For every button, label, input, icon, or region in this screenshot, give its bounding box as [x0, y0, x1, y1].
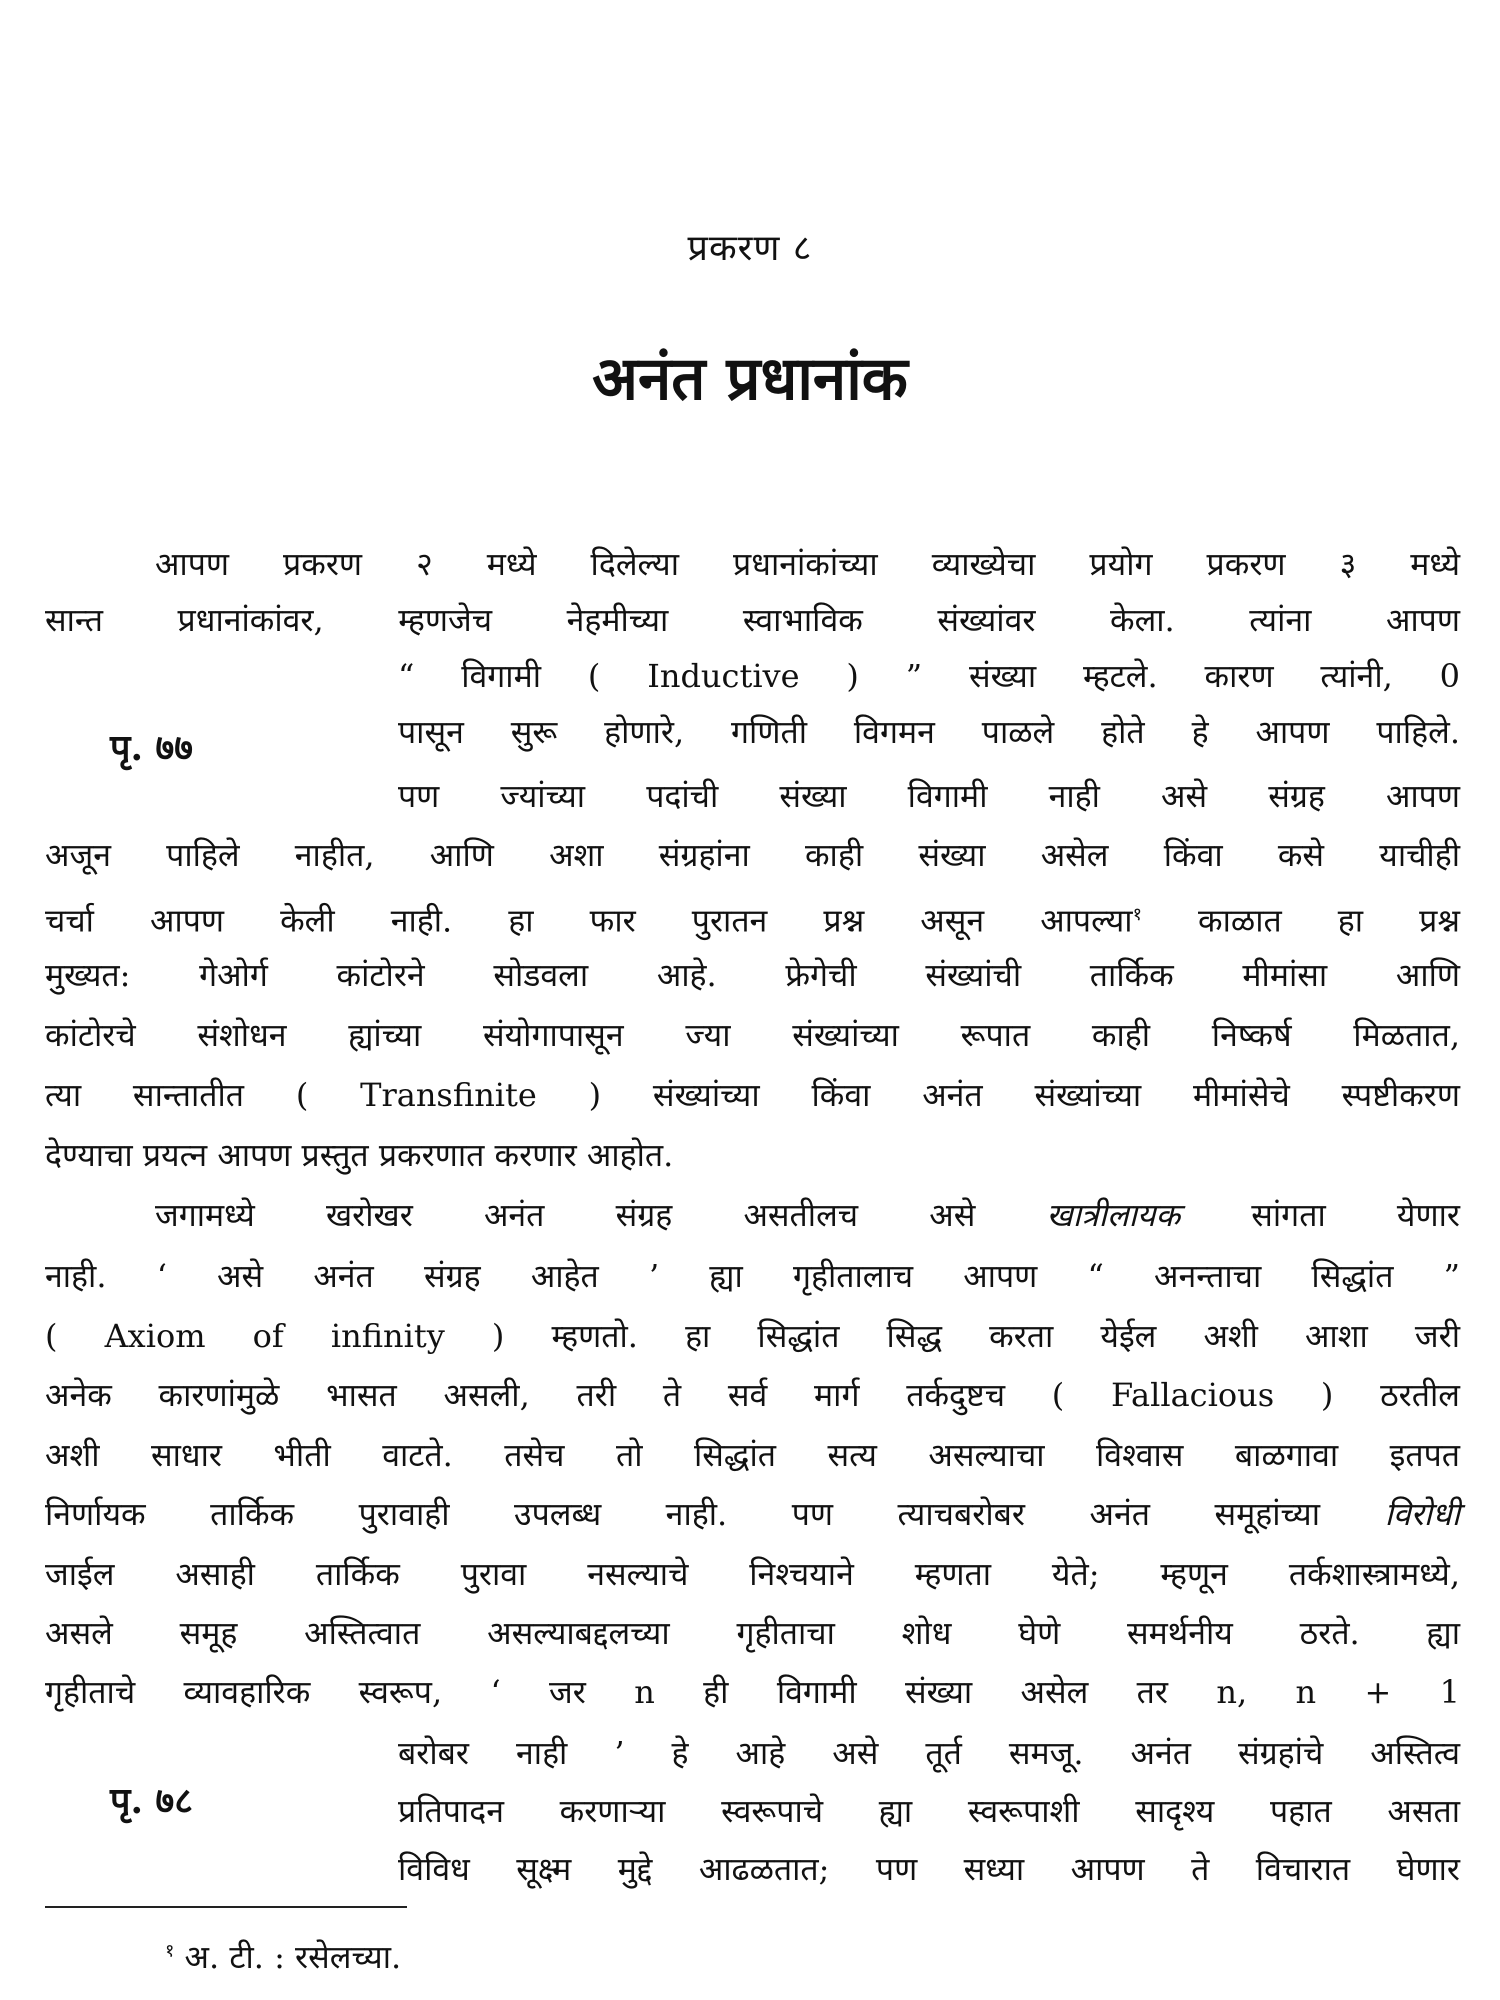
margin-note-page-77: पृ. ७७: [110, 727, 193, 769]
text-line: बरोबर नाही ’ हे आहे असे तूर्त समजू. अनंत संग्रहांचे अस्तित्व: [398, 1734, 1460, 1772]
text-line: पण ज्यांच्या पदांची संख्या विगामी नाही असे संग्रह आपण: [398, 777, 1460, 815]
text-line: अजून पाहिले नाहीत, आणि अशा संग्रहांना काही संख्या असेल किंवा कसे याचीही: [45, 836, 1460, 874]
text-line: गृहीताचे व्यावहारिक स्वरूप, ‘ जर n ही विगामी संख्या असेल तर n, n + 1: [45, 1673, 1460, 1711]
footnote-text: अ. टी. : रसेलच्या.: [174, 1938, 402, 1976]
text-line: “ विगामी ( Inductive ) ” संख्या म्हटले. कारण त्यांनी, 0: [398, 657, 1460, 695]
text-line: [45, 895, 1460, 941]
text-segment: जगामध्ये खरोखर अनंत संग्रह असतीलच असे: [155, 1196, 1047, 1234]
text-segment: काळात हा प्रश्न: [1141, 901, 1460, 940]
text-line: देण्याचा प्रयत्न आपण प्रस्तुत प्रकरणात करणार आहोत.: [45, 1136, 674, 1174]
chapter-title: अनंत प्रधानांक: [592, 344, 908, 414]
footnote-marker: १: [1132, 904, 1142, 925]
text-segment: चर्चा आपण केली नाही. हा फार पुरातन प्रश्न असून आपल्या: [45, 901, 1133, 940]
text-line: पासून सुरू होणारे, गणिती विगमन पाळले होते हे आपण पाहिले.: [398, 713, 1460, 751]
text-line: आपण प्रकरण २ मध्ये दिलेल्या प्रधानांकांच्या व्याख्येचा प्रयोग प्रकरण ३ मध्ये: [155, 545, 1460, 583]
margin-note-page-78: पृ. ७८: [110, 1780, 193, 1822]
footnote: [165, 1935, 401, 1978]
text-segment: निर्णायक तार्किक पुरावाही उपलब्ध नाही. पण त्याचबरोबर अनंत समूहांच्या: [45, 1495, 1385, 1533]
text-line: प्रतिपादन करणाऱ्या स्वरूपाचे ह्या स्वरूपाशी सादृश्य पहात असता: [398, 1792, 1460, 1830]
text-line: विविध सूक्ष्म मुद्दे आढळतात; पण सध्या आपण ते विचारात घेणार: [398, 1850, 1460, 1888]
text-line: सान्त प्रधानांकांवर, म्हणजेच नेहमीच्या स्वाभाविक संख्यांवर केला. त्यांना आपण: [45, 601, 1460, 639]
text-segment-italic: विरोधी: [1384, 1495, 1460, 1533]
text-segment: सांगता येणार: [1180, 1196, 1460, 1234]
footnote-marker: १: [165, 1940, 175, 1962]
text-line: मुख्यत: गेओर्ग कांटोरने सोडवला आहे. फ्रेगेची संख्यांची तार्किक मीमांसा आणि: [45, 956, 1460, 994]
text-line: नाही. ‘ असे अनंत संग्रह आहेत ’ ह्या गृहीतालाच आपण “ अनन्ताचा सिद्धांत ”: [45, 1257, 1460, 1295]
text-line: अशी साधार भीती वाटते. तसेच तो सिद्धांत सत्य असल्याचा विश्वास बाळगावा इतपत: [45, 1436, 1460, 1474]
text-line: कांटोरचे संशोधन ह्यांच्या संयोगापासून ज्या संख्यांच्या रूपात काही निष्कर्ष मिळतात,: [45, 1016, 1460, 1054]
text-line: ( Axiom of infinity ) म्हणतो. हा सिद्धांत सिद्ध करता येईल अशी आशा जरी: [45, 1317, 1460, 1355]
text-line: त्या सान्तातीत ( Transfinite ) संख्यांच्या किंवा अनंत संख्यांच्या मीमांसेचे स्पष्टीकरण: [45, 1076, 1460, 1114]
text-line: जाईल असाही तार्किक पुरावा नसल्याचे निश्चयाने म्हणता येते; म्हणून तर्कशास्त्रामध्ये,: [45, 1555, 1460, 1593]
chapter-label: प्रकरण ८: [687, 228, 813, 269]
text-line: अनेक कारणांमुळे भासत असली, तरी ते सर्व मार्ग तर्कदुष्टच ( Fallacious ) ठरतील: [45, 1376, 1460, 1414]
text-line: [45, 1494, 1460, 1534]
text-line: असले समूह अस्तित्वात असल्याबद्दलच्या गृहीताचा शोध घेणे समर्थनीय ठरते. ह्या: [45, 1614, 1460, 1652]
text-segment-italic: खात्रीलायक: [1046, 1196, 1181, 1234]
text-line: [155, 1195, 1460, 1235]
footnote-rule: [45, 1906, 407, 1908]
